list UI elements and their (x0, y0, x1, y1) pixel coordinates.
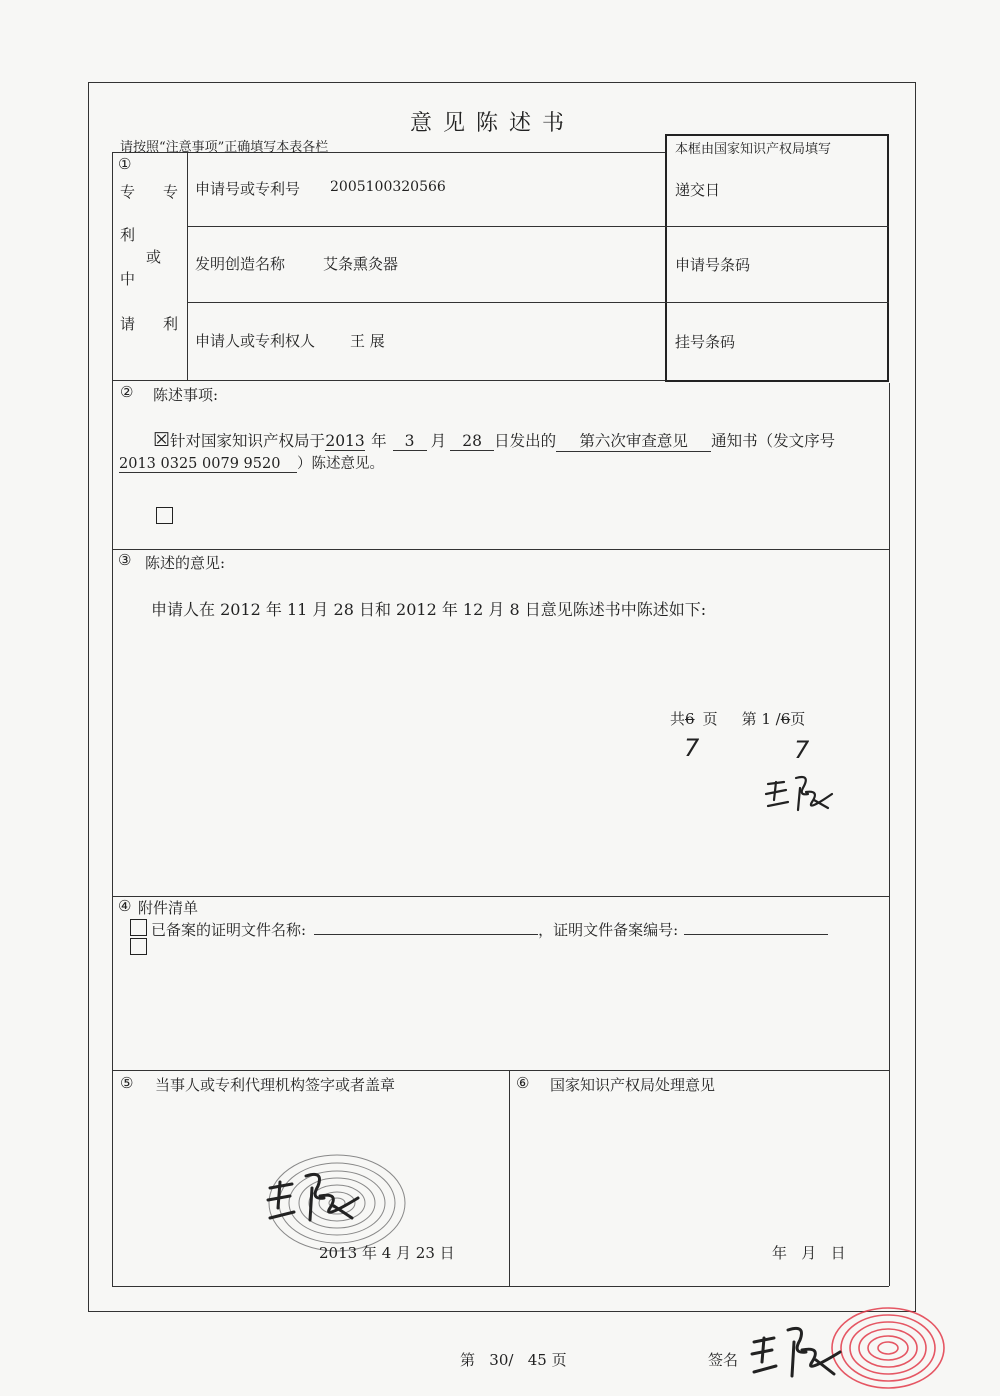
statement-body: 申请人在 2012 年 11 月 28 日和 2012 年 12 月 8 日意见陈述书中陈述如下: (151, 600, 707, 619)
applicant-label: 申请人或专利权人 (195, 332, 316, 350)
page-footer: 第 30/ 45 页 (460, 1351, 567, 1369)
grid-line (889, 383, 890, 1286)
section6-label: 国家知识产权局处理意见 (550, 1076, 716, 1094)
form-title: 意 见 陈 述 书 (410, 111, 566, 136)
side-char: 中 (120, 270, 136, 288)
sign-label: 签名 (708, 1351, 739, 1369)
section6-number: ⑥ (516, 1074, 530, 1092)
year-unit: 年 (371, 432, 387, 450)
attachment-checkbox[interactable] (130, 938, 147, 955)
app-no-barcode-label: 申请号条码 (675, 256, 751, 274)
app-no-label: 申请号或专利号 (195, 180, 301, 198)
notice-text-3: 通知书（发文序号 (711, 432, 836, 450)
applicant-name: 王 展 (350, 332, 385, 350)
filed-docs-number-field[interactable] (684, 918, 828, 935)
notice-text-2: 日发出的 (494, 432, 557, 450)
section1-number: ① (118, 155, 132, 173)
total-pages-label: 共 (670, 710, 686, 728)
side-char: 利 (163, 315, 179, 333)
notice-year: 2013 (325, 432, 365, 450)
grid-line (112, 1070, 889, 1071)
notice-type: 第六次审查意见 (556, 429, 711, 452)
filed-docs-name-field[interactable] (314, 918, 538, 935)
grid-line (112, 152, 667, 153)
grid-line (112, 152, 113, 1286)
notice-day: 28 (450, 432, 494, 451)
grid-line (112, 896, 889, 897)
form-instruction: 请按照“注意事项”正确填写本表各栏 (120, 140, 329, 155)
grid-line (665, 302, 889, 303)
section4-number: ④ (118, 897, 132, 915)
section2-number: ② (120, 383, 134, 401)
month-unit: 月 (430, 432, 447, 450)
section2-label: 陈述事项: (153, 386, 219, 404)
handwritten-current: 7 (794, 736, 810, 764)
grid-line (112, 1286, 889, 1287)
side-char: 专 (163, 183, 179, 201)
total-pages-unit: 页 (702, 710, 718, 728)
current-page-unit: 页 (790, 710, 806, 728)
grid-line (187, 226, 665, 227)
checked-box-icon[interactable]: ☒ (153, 429, 171, 451)
grid-line (187, 152, 188, 380)
side-char: 专 (120, 183, 136, 201)
side-char: 请 (120, 315, 136, 333)
notice-month: 3 (393, 432, 427, 451)
footer-signature-with-red-thumbprint (748, 1302, 948, 1392)
current-page-printed: 6 (780, 710, 791, 728)
current-page-label: 第 1 / (741, 710, 781, 728)
submit-date-label: 递交日 (675, 181, 721, 199)
invention-name: 艾条熏灸器 (323, 255, 399, 273)
grid-line (665, 226, 889, 227)
side-char: 或 (146, 248, 162, 266)
filed-docs-number-label: ，证明文件备案编号: (538, 921, 679, 939)
grid-line (509, 1070, 510, 1286)
page-count (670, 708, 805, 729)
attachment-checkbox[interactable] (130, 919, 147, 936)
registered-barcode-label: 挂号条码 (675, 333, 736, 351)
invention-label: 发明创造名称 (195, 255, 286, 273)
grid-line (112, 549, 889, 550)
section5-label: 当事人或专利代理机构签字或者盖章 (155, 1076, 396, 1094)
notice-serial: 2013 0325 0079 9520 (119, 456, 297, 473)
section5-date: 2013 年 4 月 23 日 (319, 1244, 455, 1262)
section4-label: 附件清单 (138, 899, 199, 917)
section3-number: ③ (118, 551, 132, 569)
empty-checkbox[interactable] (156, 507, 173, 524)
notice-text-1: 针对国家知识产权局于 (170, 432, 326, 450)
notice-statement (153, 429, 835, 452)
attachment-item1 (151, 918, 828, 940)
filed-docs-label: 已备案的证明文件名称: (151, 921, 307, 939)
section5-number: ⑤ (120, 1074, 134, 1092)
total-pages-printed: 6 (685, 710, 695, 728)
handwritten-total: 7 (684, 734, 700, 762)
notice-serial-line (119, 452, 384, 473)
signature-mark (762, 770, 842, 820)
office-box-header: 本框由国家知识产权局填写 (675, 142, 832, 157)
notice-text-4: ）陈述意见。 (297, 456, 384, 472)
section3-label: 陈述的意见: (145, 554, 226, 572)
section6-date: 年 月 日 (772, 1244, 846, 1262)
app-no-value: 2005100320566 (330, 179, 446, 195)
grid-line (187, 302, 665, 303)
side-char: 利 (120, 226, 136, 244)
